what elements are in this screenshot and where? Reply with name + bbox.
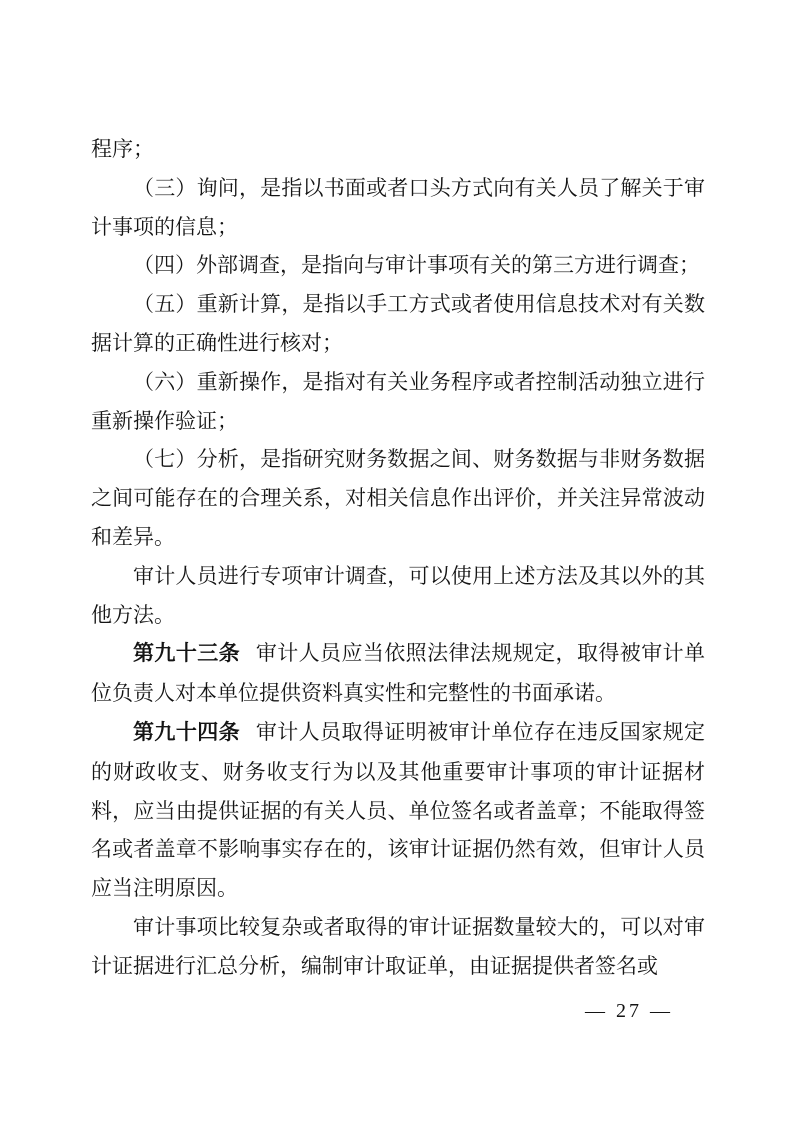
- page-number: — 27 —: [585, 1000, 673, 1022]
- article-number: 第九十三条: [133, 642, 241, 666]
- article-number: 第九十四条: [133, 720, 241, 744]
- paragraph-text: （七）分析，是指研究财务数据之间、财务数据与非财务数据之间可能存在的合理关系，对相关信息作出评价，并关注异常波动和差异。: [91, 447, 705, 549]
- paragraph-text: 审计事项比较复杂或者取得的审计证据数量较大的，可以对审计证据进行汇总分析，编制审计取证单，由证据提供者签名或: [91, 914, 705, 978]
- paragraph-text: （四）外部调查，是指向与审计事项有关的第三方进行调查；: [133, 253, 700, 278]
- paragraph-article-93: [91, 634, 705, 713]
- paragraph: [91, 285, 705, 363]
- paragraph-text: （三）询问，是指以书面或者口头方式向有关人员了解关于审计事项的信息；: [91, 175, 705, 239]
- paragraph-text: （六）重新操作，是指对有关业务程序或者控制活动独立进行重新操作验证；: [91, 369, 705, 433]
- paragraph: [91, 440, 705, 556]
- paragraph: [91, 130, 705, 169]
- paragraph-text: 程序；: [91, 137, 154, 161]
- paragraph: [91, 246, 705, 285]
- paragraph: [91, 363, 705, 441]
- document-body: [91, 130, 705, 986]
- paragraph-article-94: [91, 713, 705, 908]
- paragraph: [91, 908, 705, 986]
- paragraph: [91, 557, 705, 635]
- paragraph-text: （五）重新计算，是指以手工方式或者使用信息技术对有关数据计算的正确性进行核对；: [91, 292, 705, 355]
- paragraph-text: 审计人员应当依照法律法规规定，取得被审计单位负责人对本单位提供资料真实性和完整性的书面承诺。: [91, 641, 706, 706]
- paragraph-text: 审计人员进行专项审计调查，可以使用上述方法及其以外的其他方法。: [91, 563, 705, 627]
- paragraph: [91, 169, 705, 247]
- paragraph-text: 审计人员取得证明被审计单位存在违反国家规定的财政收支、财务收支行为以及其他重要审计事项的审计证据材料，应当由提供证据的有关人员、单位签名或者盖章；不能取得签名或者盖章不影响事实存在的，该审计证据仍然有效，但审计人员应当注明原因。: [91, 719, 706, 901]
